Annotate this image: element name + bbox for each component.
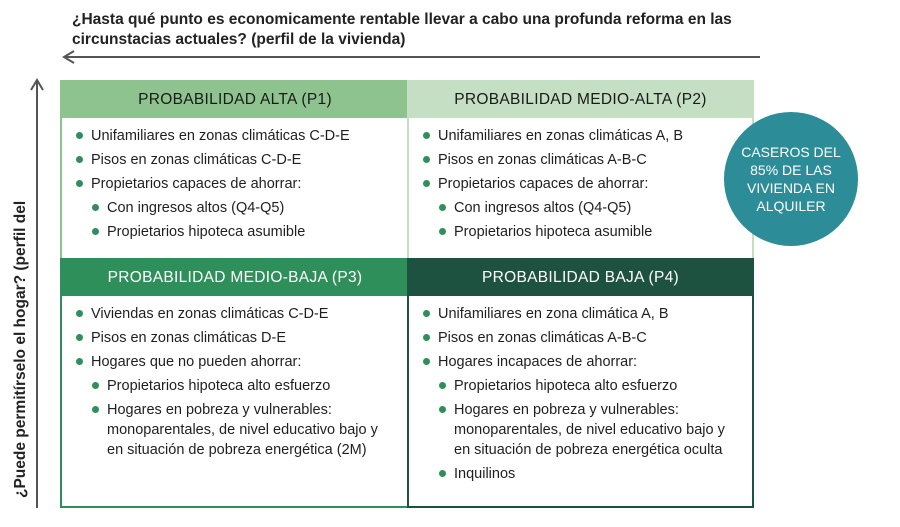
list-item: Pisos en zonas climáticas A-B-C xyxy=(423,328,740,348)
bullet-icon xyxy=(423,310,430,317)
quadrant-title: PROBABILIDAD ALTA (P1) xyxy=(62,82,408,118)
bullet-icon xyxy=(92,204,99,211)
bullet-icon xyxy=(439,470,446,477)
horizontal-axis-title: ¿Hasta qué punto es economicamente rentable llevar a cabo una profunda reforma en las circunstacias actuales? (perfil de la vivienda) xyxy=(72,11,732,48)
bullet-icon xyxy=(92,406,99,413)
list-item: Viviendas en zonas climáticas C-D-E xyxy=(76,304,396,324)
list-subitem: Propietarios hipoteca asumible xyxy=(439,222,740,242)
quadrant-p2 xyxy=(407,80,754,260)
bullet-icon xyxy=(423,358,430,365)
bullet-icon xyxy=(423,132,430,139)
bullet-icon xyxy=(76,180,83,187)
bullet-icon xyxy=(439,228,446,235)
list-item: Pisos en zonas climáticas D-E xyxy=(76,328,396,348)
list-subitem: Propietarios hipoteca alto esfuerzo xyxy=(439,376,740,396)
vertical-axis-title: ¿Puede permitírselo el hogar? (perfil del xyxy=(12,200,29,498)
bullet-icon xyxy=(423,180,430,187)
list-item: Unifamiliares en zonas climáticas C-D-E xyxy=(76,126,396,146)
quadrant-p3 xyxy=(60,258,410,508)
list-subitem: Propietarios hipoteca alto esfuerzo xyxy=(92,376,396,396)
list-item: Propietarios capaces de ahorrar: xyxy=(76,174,396,194)
list-subitem: Hogares en pobreza y vulnerables: monoparentales, de nivel educativo bajo y en situación de pobreza energética oculta xyxy=(439,400,740,460)
list-subitem: Inquilinos xyxy=(439,464,740,484)
quadrant-title: PROBABILIDAD MEDIO-ALTA (P2) xyxy=(409,82,752,118)
circle-text: CASEROS DEL 85% DE LAS VIVIENDA EN ALQUILER xyxy=(741,144,841,214)
list-item: Pisos en zonas climáticas C-D-E xyxy=(76,150,396,170)
list-item: Pisos en zonas climáticas A-B-C xyxy=(423,150,740,170)
list-subitem: Con ingresos altos (Q4-Q5) xyxy=(439,198,740,218)
bullet-icon xyxy=(76,334,83,341)
list-item: Hogares incapaces de ahorrar: xyxy=(423,352,740,372)
bullet-icon xyxy=(92,228,99,235)
quadrant-list xyxy=(62,296,408,460)
list-item: Unifamiliares en zona climática A, B xyxy=(423,304,740,324)
bullet-icon xyxy=(76,310,83,317)
list-subitem: Con ingresos altos (Q4-Q5) xyxy=(92,198,396,218)
bullet-icon xyxy=(439,204,446,211)
quadrant-title: PROBABILIDAD MEDIO-BAJA (P3) xyxy=(62,260,408,296)
list-subitem: Propietarios hipoteca asumible xyxy=(92,222,396,242)
bullet-icon xyxy=(76,358,83,365)
landlords-circle xyxy=(724,112,858,246)
list-item: Unifamiliares en zonas climáticas A, B xyxy=(423,126,740,146)
list-subitem: Hogares en pobreza y vulnerables: monoparentales, de nivel educativo bajo y en situación de pobreza energética (2M) xyxy=(92,400,396,460)
list-item: Propietarios capaces de ahorrar: xyxy=(423,174,740,194)
bullet-icon xyxy=(439,406,446,413)
quadrant-title: PROBABILIDAD BAJA (P4) xyxy=(409,260,752,296)
bullet-icon xyxy=(423,334,430,341)
quadrant-list xyxy=(62,118,408,242)
bullet-icon xyxy=(439,382,446,389)
list-item: Hogares que no pueden ahorrar: xyxy=(76,352,396,372)
bullet-icon xyxy=(423,156,430,163)
bullet-icon xyxy=(76,132,83,139)
quadrant-list xyxy=(409,296,752,484)
quadrant-list xyxy=(409,118,752,242)
bullet-icon xyxy=(92,382,99,389)
quadrant-p4 xyxy=(407,258,754,508)
quadrant-p1 xyxy=(60,80,410,260)
bullet-icon xyxy=(76,156,83,163)
